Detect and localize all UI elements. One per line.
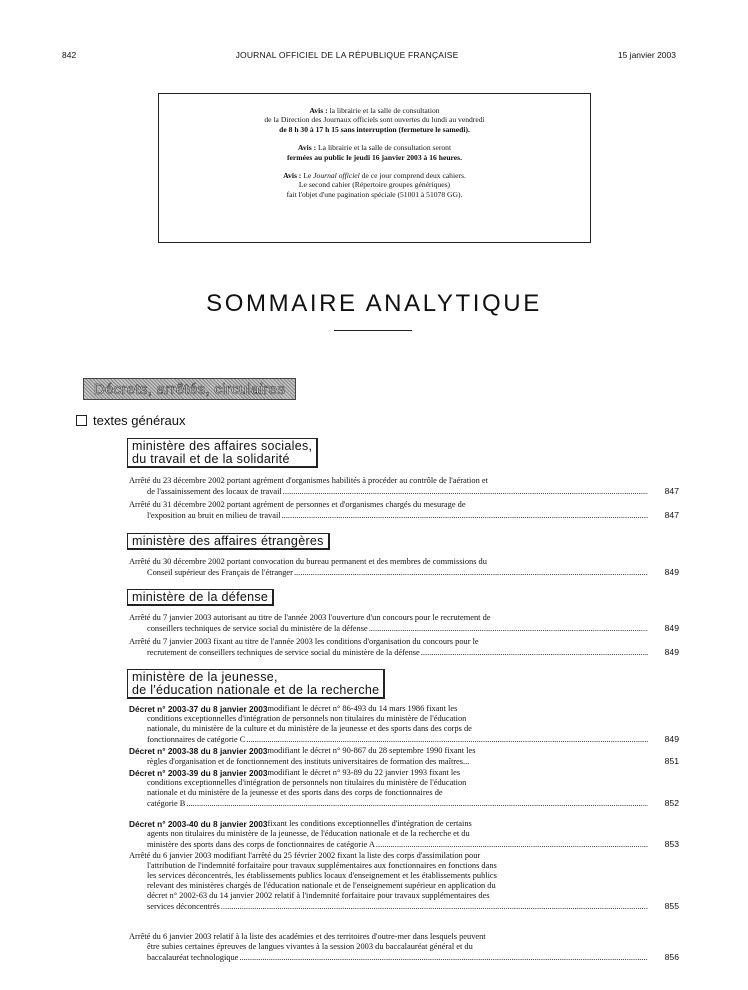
avis-text: fait l'objet d'une pagination spéciale (51001 à 51078 GG).: [286, 189, 463, 199]
entry-text: Arrêté du 30 décembre 2002 portant convocation du bureau permanent et des membres de commissions du: [129, 557, 487, 566]
entry-text: les services déconcentrés, les établissements publics locaux d'enseignement et les établissements publics: [147, 871, 497, 881]
avis-text-bold: fermées au public le jeudi 16 janvier 2003 à 16 heures.: [287, 152, 462, 162]
leader-dots: [294, 568, 648, 578]
checkbox-icon: [76, 415, 87, 426]
notice-avis-3: [159, 171, 590, 199]
entry-text: décret n° 2002-63 du 14 janvier 2002 relatif à l'indemnité forfaitaire pour travaux supplémentaires des: [147, 891, 490, 901]
entry-text: agents non titulaires du ministère de la jeunesse, de l'éducation nationale et de la recherche et du: [147, 829, 470, 839]
entry-text: l'exposition au bruit en milieu de travail: [147, 511, 281, 521]
entry-text: Arrêté du 6 janvier 2003 relatif à la liste des académies et des territoires d'outre-mer dans lesquels peuvent: [129, 932, 486, 941]
entry-e10: [129, 851, 679, 913]
entry-text: Arrêté du 6 janvier 2003 modifiant l'arrêté du 25 février 2002 fixant la liste des corps d'assimilation pour: [129, 851, 481, 860]
entry-text: conditions exceptionnelles d'intégration de personnels non titulaires du ministère de l'éducation: [147, 778, 467, 788]
page-ref[interactable]: 853: [664, 839, 679, 850]
ministry-name: du travail et de la solidarité: [132, 452, 290, 466]
entry-e5: [129, 637, 679, 658]
leader-dots: [376, 840, 648, 850]
page-number: 842: [62, 50, 77, 60]
entry-text: l'attribution de l'indemnité forfaitaire pour travaux supplémentaires aux fonctionnaires en fonctions dans: [147, 861, 497, 871]
page-ref[interactable]: 856: [664, 952, 679, 963]
title-divider: [334, 330, 412, 331]
issue-date: 15 janvier 2003: [617, 50, 676, 60]
ministry-affaires-etrangeres: [127, 533, 330, 550]
entry-text: catégorie B: [147, 799, 186, 809]
page-header: [62, 50, 676, 60]
entry-text: Arrêté du 31 décembre 2002 portant agrément de personnes et d'organismes chargés du mesurage de: [129, 500, 466, 509]
leader-dots: [283, 487, 648, 497]
entry-text: Arrêté du 7 janvier 2003 fixant au titre de l'année 2003 les conditions d'organisation du concours pour le: [129, 637, 479, 646]
avis-text: La librairie et la salle de consultation seront: [318, 143, 452, 153]
leader-dots: [186, 799, 648, 809]
entry-text: être subies certaines épreuves de langues vivantes à la session 2003 du baccalauréat général et du: [147, 942, 473, 952]
decree-title: Décret n° 2003-40 du 8 janvier 2003: [129, 819, 268, 829]
ministry-name: ministère de la défense: [132, 590, 269, 604]
entry-text: nationale, du ministère de la culture et du ministère de la jeunesse et des sports dans des corps de: [147, 724, 472, 734]
entry-text: services déconcentrés: [147, 902, 220, 912]
page-ref[interactable]: 855: [664, 901, 679, 912]
page-ref[interactable]: 847: [664, 510, 679, 521]
entry-text: baccalauréat technologique: [147, 953, 239, 963]
section-heading: [76, 413, 186, 428]
leader-dots: [221, 902, 648, 912]
entry-text: ministère des sports dans des corps de fonctionnaires de catégorie A: [147, 840, 375, 850]
entry-text: recrutement de conseillers techniques de service social du ministère de la défense: [147, 648, 420, 658]
entry-text: fixant les conditions exceptionnelles d'intégration de certains: [267, 819, 472, 828]
avis-label: Avis :: [309, 106, 328, 115]
ministry-name: ministère des affaires sociales,: [132, 439, 313, 453]
ministry-affaires-sociales: [127, 438, 318, 468]
entry-text: modifiant le décret n° 93-89 du 22 janvier 1993 fixant les: [267, 768, 461, 777]
ministry-name: ministère des affaires étrangères: [132, 534, 324, 548]
entry-e3: [129, 557, 679, 578]
entry-e9: [129, 819, 679, 850]
notice-box: [158, 93, 591, 243]
entry-e1: [129, 476, 679, 497]
entry-e11: [129, 932, 679, 963]
entry-text: modifiant le décret n° 90-867 du 28 septembre 1990 fixant les: [267, 746, 476, 755]
leader-dots: [282, 511, 648, 521]
entry-text: Conseil supérieur des Français de l'étranger: [147, 568, 293, 578]
avis-text: Le: [303, 171, 312, 181]
entry-text: de l'assainissement des locaux de travail: [147, 487, 282, 497]
avis-text: Le second cahier (Répertoire groupes génériques): [298, 180, 451, 190]
decree-title: Décret n° 2003-38 du 8 janvier 2003: [129, 746, 268, 756]
entry-text: modifiant le décret n° 86-493 du 14 mars 1986 fixant les: [267, 704, 458, 713]
page-ref[interactable]: 849: [664, 647, 679, 658]
avis-text: la librairie et la salle de consultation: [329, 106, 440, 115]
entry-e4: [129, 613, 679, 634]
decree-title: Décret n° 2003-39 du 8 janvier 2003: [129, 768, 268, 778]
entry-e6: [129, 704, 679, 745]
page-ref[interactable]: 851: [664, 756, 679, 767]
entry-text: conseillers techniques de service social du ministère de la défense: [147, 624, 368, 634]
entry-e7: [129, 746, 679, 767]
entry-text: fonctionnaires de catégorie C: [147, 735, 246, 745]
journal-title: JOURNAL OFFICIEL DE LA RÉPUBLIQUE FRANÇAISE: [235, 50, 459, 60]
entry-text: nationale et du ministère de la jeunesse et des sports dans des corps de fonctionnaires de: [147, 788, 443, 798]
entry-text: conditions exceptionnelles d'intégration de personnels non titulaires du ministère de l'éducation: [147, 714, 467, 724]
entry-text: règles d'organisation et de fonctionnement des instituts universitaires de formation des maîtres...: [147, 757, 470, 767]
page-ref[interactable]: 849: [664, 623, 679, 634]
page-ref[interactable]: 849: [664, 734, 679, 745]
page-ref[interactable]: 849: [664, 567, 679, 578]
avis-text: de la Direction des Journaux officiels sont ouvertes du lundi au vendredi: [264, 115, 485, 125]
ministry-defense: [127, 589, 274, 606]
notice-avis-2: [159, 143, 590, 162]
page-ref[interactable]: 847: [664, 486, 679, 497]
sommaire-title: SOMMAIRE ANALYTIQUE: [206, 290, 542, 317]
avis-text-bold: de 8 h 30 à 17 h 15 sans interruption (fermeture le samedi).: [279, 124, 470, 134]
leader-dots: [369, 624, 648, 634]
leader-dots: [421, 648, 648, 658]
entry-e8: [129, 768, 679, 809]
avis-label: Avis :: [297, 143, 317, 153]
avis-label: Avis :: [283, 171, 302, 181]
section-banner: [83, 378, 296, 400]
entry-text: Arrêté du 23 décembre 2002 portant agrément d'organismes habilités à procéder au contrôle de l'aération et: [129, 476, 488, 485]
section-label: textes généraux: [93, 413, 186, 428]
decree-title: Décret n° 2003-37 du 8 janvier 2003: [129, 704, 268, 714]
entry-e2: [129, 500, 679, 521]
ministry-jeunesse: [127, 669, 385, 699]
leader-dots: [239, 953, 648, 963]
entry-text: relevant des ministères chargés de l'éducation nationale et de l'enseignement supérieur en application du: [147, 881, 496, 891]
entry-text: Arrêté du 7 janvier 2003 autorisant au titre de l'année 2003 l'ouverture d'un concours pour le recrutement de: [129, 613, 491, 622]
ministry-name: ministère de la jeunesse,: [132, 670, 278, 684]
avis-text: de ce jour comprend deux cahiers.: [361, 171, 466, 181]
ministry-name: de l'éducation nationale et de la recherche: [132, 683, 380, 697]
avis-text-italic: Journal officiel: [313, 171, 360, 181]
page-ref[interactable]: 852: [664, 798, 679, 809]
leader-dots: [246, 735, 648, 745]
notice-avis-1: [159, 106, 590, 134]
banner-text: Décrets, arrêtés, circulaires: [93, 380, 286, 398]
